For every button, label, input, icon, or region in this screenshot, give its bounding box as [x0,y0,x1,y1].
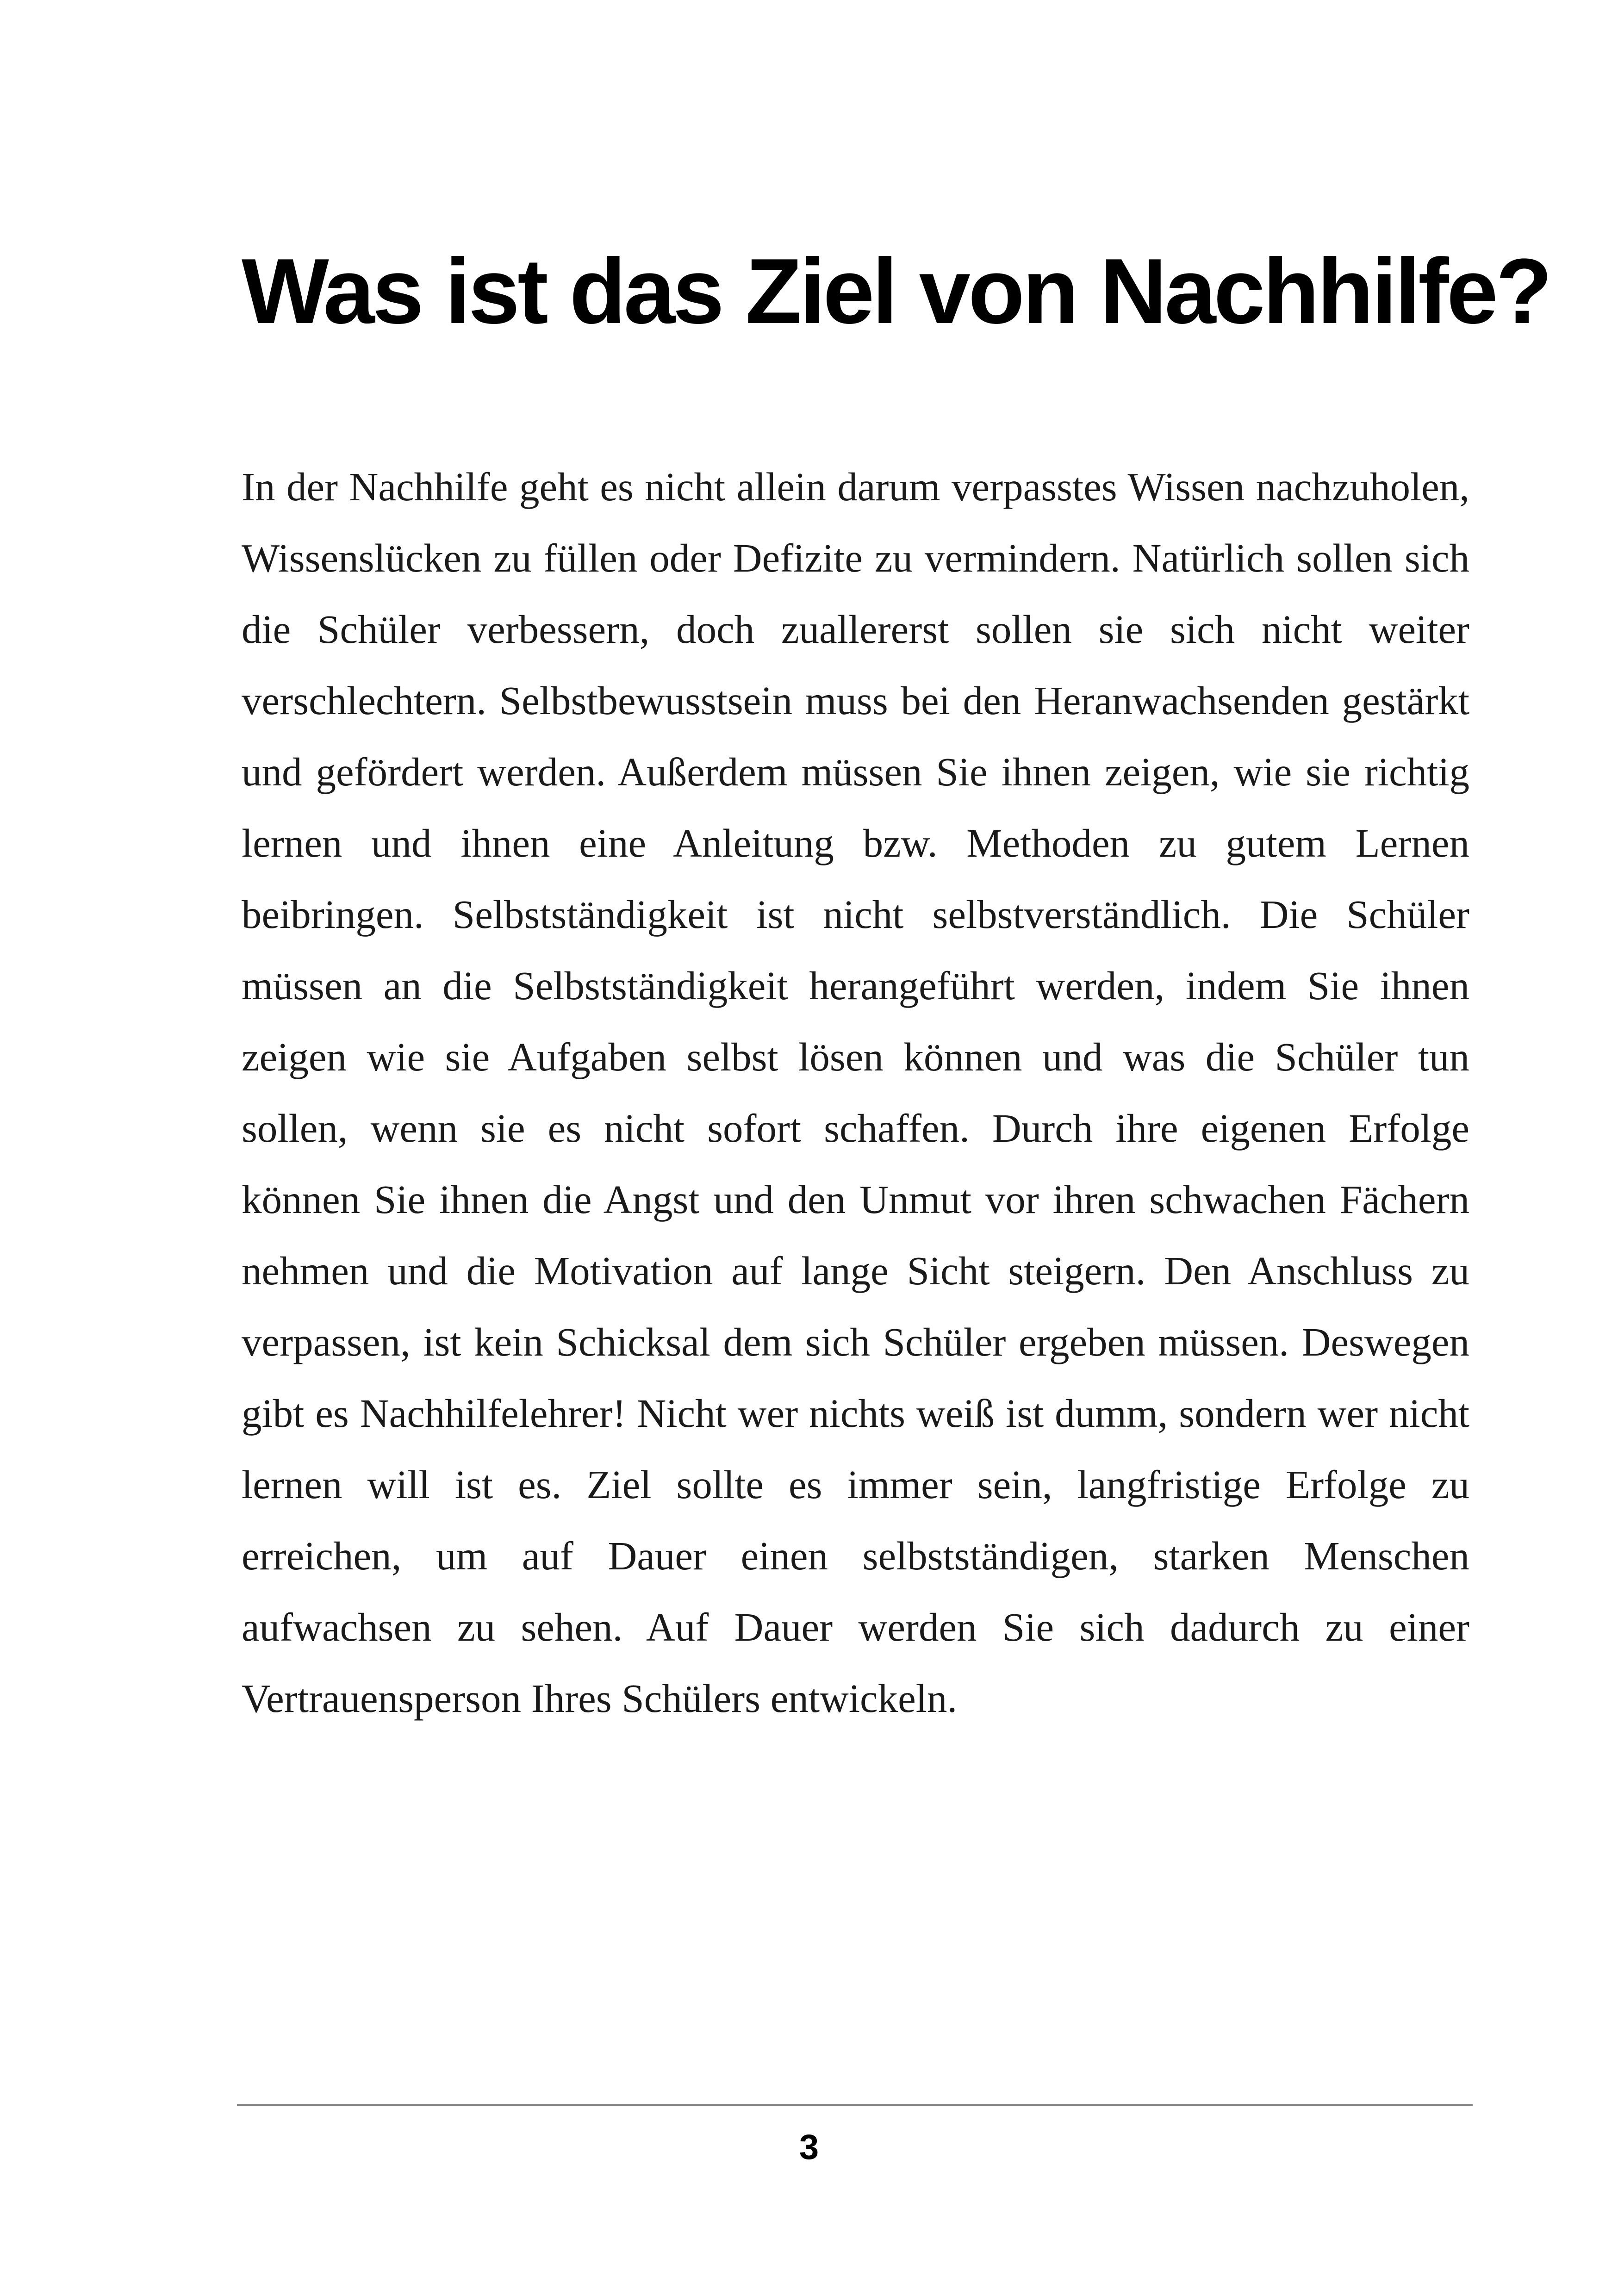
page-number: 3 [799,2128,819,2167]
body-paragraph: In der Nachhilfe geht es nicht allein darum verpasstes Wissen nachzuholen, Wissenslücken zu füllen oder Defizite zu vermindern. Natürlich sollen sich die Schüler verbessern, doch zuallererst sollen sie sich nicht weiter verschlechtern. Selbstbewusstsein muss bei den Heranwachsenden gestärkt und gefördert werden. Außerdem müssen Sie ihnen zeigen, wie sie richtig lernen und ihnen eine Anleitung bzw. Methoden zu gutem Lernen beibringen. Selbstständigkeit ist nicht selbstverständlich. Die Schüler müssen an die Selbstständigkeit herangeführt werden, indem Sie ihnen zeigen wie sie Aufgaben selbst lösen können und was die Schüler tun sollen, wenn sie es nicht sofort schaffen. Durch ihre eigenen Erfolge können Sie ihnen die Angst und den Unmut vor ihren schwachen Fächern nehmen und die Motivation auf lange Sicht steigern. Den Anschluss zu verpassen, ist kein Schicksal dem sich Schüler ergeben müssen. Deswegen gibt es Nachhilfelehrer! Nicht wer nichts weiß ist dumm, sondern wer nicht lernen will ist es. Ziel sollte es immer sein, langfristige Erfolge zu erreichen, um auf Dauer einen selbstständigen, starken Menschen aufwachsen zu sehen. Auf Dauer werden Sie sich dadurch zu einer Vertrauensperson Ihres Schülers entwickeln. [242,464,1469,1721]
page-title: Was ist das Ziel von Nachhilfe? [242,240,1550,343]
footer-divider [237,2104,1473,2106]
